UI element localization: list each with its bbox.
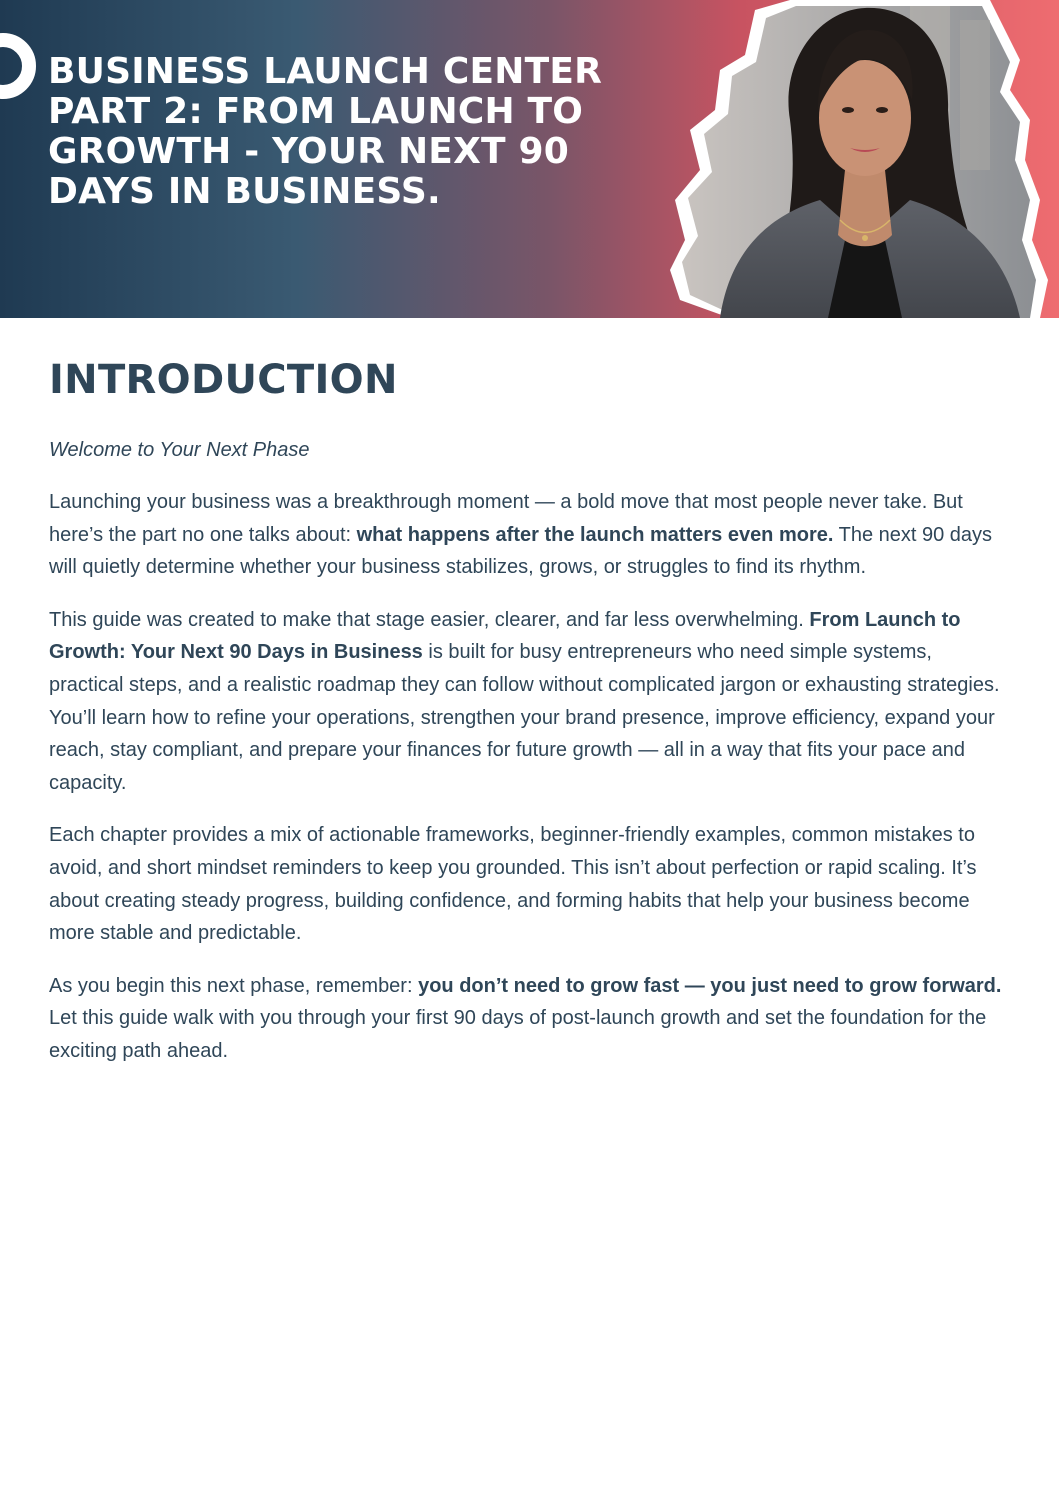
document-title: BUSINESS LAUNCH CENTER PART 2: FROM LAUNCH TO GROWTH - YOUR NEXT 90 DAYS IN BUSINESS.	[48, 51, 603, 212]
paragraph-1: Launching your business was a breakthrough moment — a bold move that most people never take. But here’s the part no one talks about: what happens after the launch matters even more. The next 90 days will quietly determine whether your business stabilizes, grows, or struggles to find its rhythm.	[49, 491, 993, 579]
header-banner	[0, 0, 1059, 318]
paragraph-3: Each chapter provides a mix of actionable frameworks, beginner-friendly examples, common mistakes to avoid, and short mindset reminders to keep you grounded. This isn’t about perfection or rapid scaling. It’s about creating steady progress, building confidence, and forming habits that help your business become more stable and predictable.	[49, 824, 977, 945]
section-subtitle: Welcome to Your Next Phase	[49, 439, 310, 461]
paragraph-4: As you begin this next phase, remember: you don’t need to grow fast — you just need to grow forward. Let this guide walk with you through your first 90 days of post-launch growth and set the foundation for the exciting path ahead.	[49, 974, 1002, 1062]
paragraph-2: This guide was created to make that stage easier, clearer, and far less overwhelming. From Launch to Growth: Your Next 90 Days in Business is built for busy entrepreneurs who need simple systems, practical steps, and a realistic roadmap they can follow without complicated jargon or exhausting strategies. You’ll learn how to refine your operations, strengthen your brand presence, improve efficiency, expand your reach, stay compliant, and prepare your finances for future growth — all in a way that fits your pace and capacity.	[49, 608, 1000, 794]
introduction-section	[49, 352, 1009, 1068]
portrait-photo	[660, 0, 1059, 318]
section-heading: INTRODUCTION	[49, 357, 398, 403]
ring-logo-icon	[0, 30, 36, 102]
